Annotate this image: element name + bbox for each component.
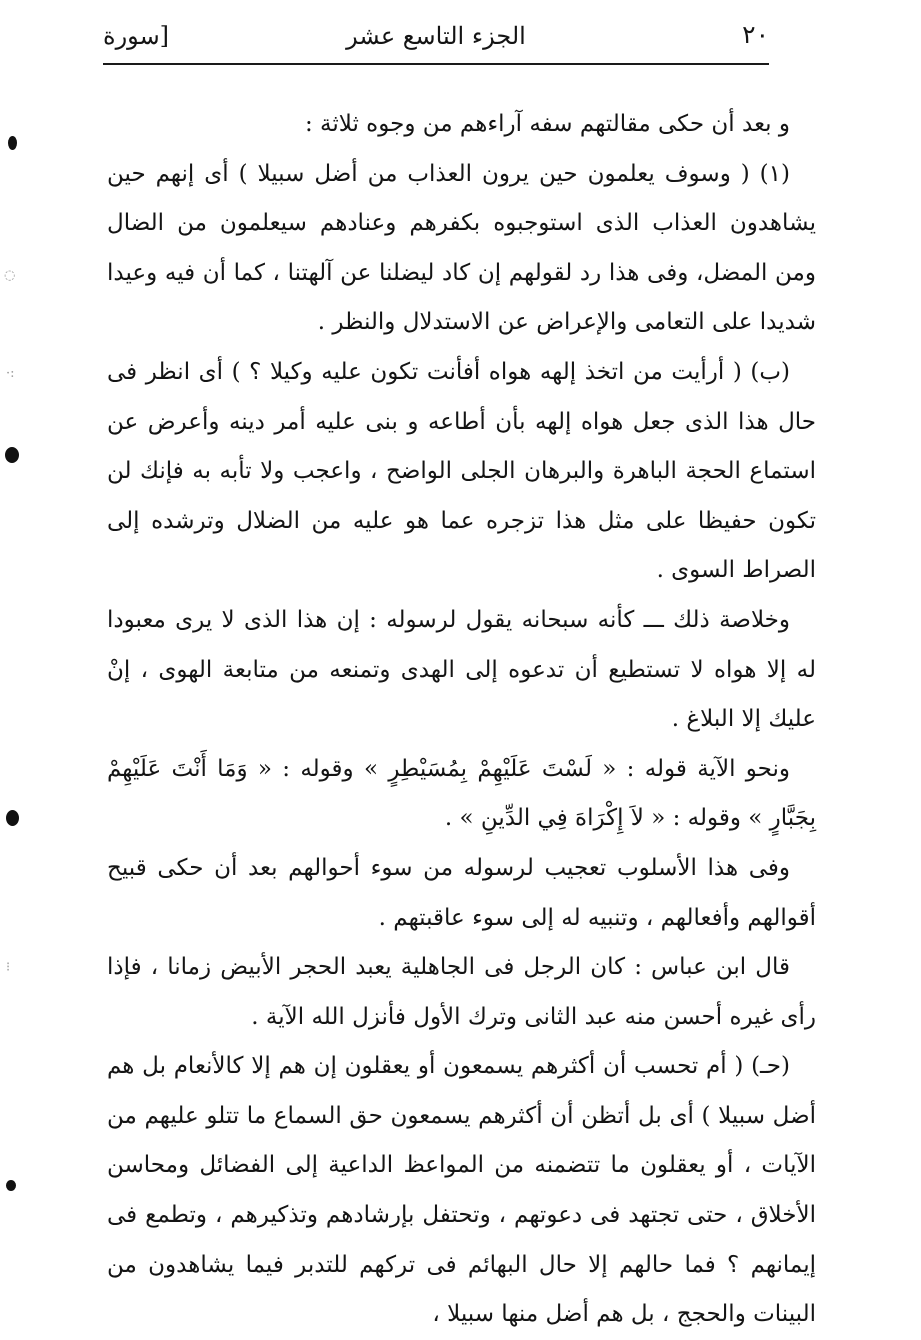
paragraph-summary: وخلاصة ذلك ـــ كأنه سبحانه يقول لرسوله : إن هذا الذى لا يرى معبودا له إلا هواه لا تستطيع أن تدعوه إلى الهدى وتمنعه من متابعة الهوى ، إنْ عليك إلا البلاغ . — [107, 606, 816, 733]
scan-smudge: ◌ — [4, 268, 16, 283]
scan-speck — [6, 810, 19, 826]
running-title: الجزء التاسع عشر — [346, 22, 526, 50]
scan-speck — [5, 447, 19, 463]
scan-smudge: ·: — [6, 366, 15, 381]
scan-speck — [8, 136, 17, 150]
paragraph-intro: و بعد أن حكى مقالتهم سفه آراءهم من وجوه ثلاثة : — [304, 111, 790, 137]
paragraph-point-c: (حـ) ( أم تحسب أن أكثرهم يسمعون أو يعقلون إن هم إلا كالأنعام بل هم أضل سبيلا ) أى بل أتظن أن أكثرهم يسمعون حق السماع ما تتلو عليهم من الآيات ، أو يعقلون ما تتضمنه من المواعظ الداعية إلى الفضائل ومحاسن الأخلاق ، حتى تجتهد فى دعوتهم ، وتحتفل بإرشادهم وتذكيرهم ، وتطمع فى إيمانهم ؟ فما حالهم إلا حال البهائم فى تركهم للتدبر فيما يشاهدون من البينات والحجج ، بل هم أضل منها سبيلا ، — [107, 1053, 816, 1328]
page-number: ٢٠ — [742, 20, 769, 49]
paragraph-style-note: وفى هذا الأسلوب تعجيب لرسوله من سوء أحوالهم بعد أن حكى قبيح أقوالهم وأفعالهم ، وتنبيه له إلى سوء عاقبتهم . — [107, 854, 816, 931]
header-divider — [103, 63, 769, 65]
paragraph-point-b: (ب) ( أرأيت من اتخذ إلهه هواه أفأنت تكون عليه وكيلا ؟ ) أى انظر فى حال هذا الذى جعل هواه إلهه بأن أطاعه و بنى عليه أمر دينه وأعرض عن استماع الحجة الباهرة والبرهان الجلى الواضح ، واعجب ولا تأبه به فإنك لن تكون حفيظا على مثل هذا تزجره عما هو عليه من الضلال وترشده إلى الصراط السوى . — [107, 358, 816, 584]
page-header — [103, 18, 769, 64]
scan-speck — [6, 1180, 16, 1191]
paragraph-ibn-abbas: قال ابن عباس : كان الرجل فى الجاهلية يعبد الحجر الأبيض زمانا ، فإذا رأى غيره أحسن منه عبد الثانى وترك الأول فأنزل الله الآية . — [107, 954, 816, 1030]
paragraph-point-a: (١) ( وسوف يعلمون حين يرون العذاب من أضل سبيلا ) أى إنهم حين يشاهدون العذاب الذى استوجبوه بكفرهم وعنادهم سيعلمون من الضال ومن المضل، وفى هذا رد لقولهم إن كاد ليضلنا عن آلهتنا ، كما أن فيه وعيدا شديدا على التعامى والإعراض عن الاستدلال والنظر . — [107, 160, 816, 336]
paragraph-similar-verses: ونحو الآية قوله : « لَسْتَ عَلَيْهِمْ بِمُسَيْطِرٍ » وقوله : « وَمَا أَنْتَ عَلَيْهِمْ بِجَبَّارٍ » وقوله : « لاَ إِكْرَاهَ فِي الدِّينِ » . — [107, 755, 816, 832]
body-text — [107, 100, 816, 1340]
surah-tag: [سورة — [103, 22, 170, 50]
scan-smudge: ⁝ — [6, 960, 11, 975]
